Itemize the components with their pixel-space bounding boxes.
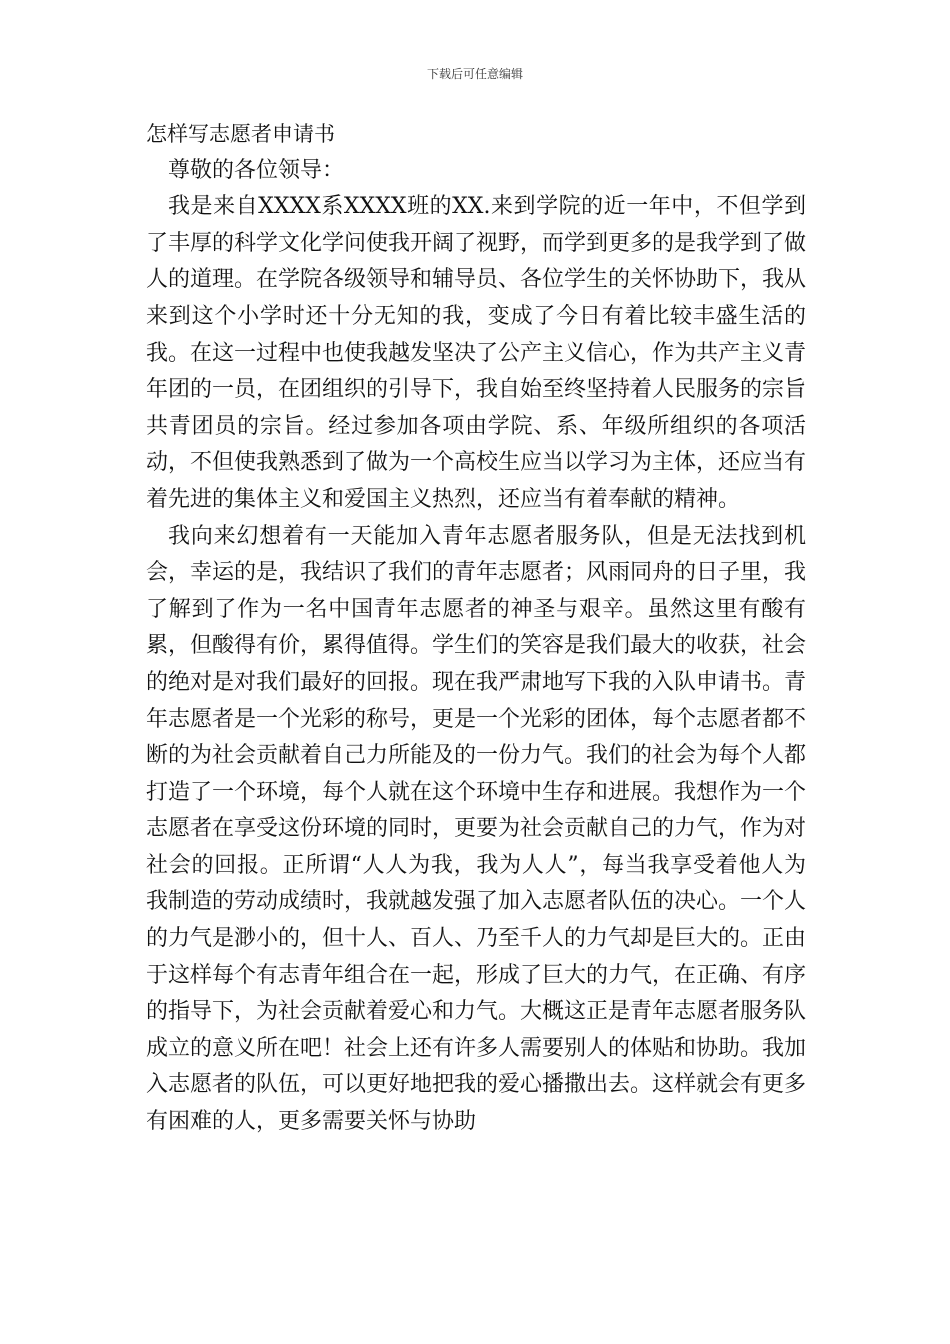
paragraph-2: 我向来幻想着有一天能加入青年志愿者服务队，但是无法找到机会，幸运的是，我结识了我们的青年志愿者；风雨同舟的日子里，我了解到了作为一名中国青年志愿者的神圣与艰辛。虽然这里有酸有累，但酸得有价，累得值得。学生们的笑容是我们最大的收获，社会的绝对是对我们最好的回报。现在我严肃地写下我的入队申请书。青年志愿者是一个光彩的称号，更是一个光彩的团体，每个志愿者都不断的为社会贡献着自己力所能及的一份力气。我们的社会为每个人都打造了一个环境，每个人就在这个环境中生存和进展。我想作为一个志愿者在享受这份环境的同时，更要为社会贡献自己的力气，作为对社会的回报。正所谓“人人为我，我为人人”，每当我享受着他人为我制造的劳动成绩时，我就越发强了加入志愿者队伍的决心。一个人的力气是渺小的，但十人、百人、乃至千人的力气却是巨大的。正由于这样每个有志青年组合在一起，形成了巨大的力气，在正确、有序的指导下，为社会贡献着爱心和力气。大概这正是青年志愿者服务队成立的意义所在吧！社会上还有许多人需要别人的体贴和协助。我加入志愿者的队伍，可以更好地把我的爱心播撒出去。这样就会有更多有困难的人，更多需要关怀与协助 <box>146 523 807 1135</box>
document-body <box>146 116 806 1141</box>
document-title: 怎样写志愿者申请书 <box>146 122 335 146</box>
header-note: 下载后可任意编辑 <box>426 67 523 81</box>
paragraph-1: 我是来自XXXX系XXXX班的XX.来到学院的近一年中，不但学到了丰厚的科学文化学问使我开阔了视野，而学到更多的是我学到了做人的道理。在学院各级领导和辅导员、各位学生的关怀协助下，我从来到这个小学时还十分无知的我，变成了今日有着比较丰盛生活的我。在这一过程中也使我越发坚决了公产主义信心，作为共产主义青年团的一员，在团组织的引导下，我自始至终坚持着人民服务的宗旨共青团员的宗旨。经过参加各项由学院、系、年级所组织的各项活动，不但使我熟悉到了做为一个高校生应当以学习为主体，还应当有着先进的集体主义和爱国主义热烈，还应当有着奉献的精神。 <box>146 194 807 512</box>
salutation: 尊敬的各位领导： <box>168 157 345 183</box>
